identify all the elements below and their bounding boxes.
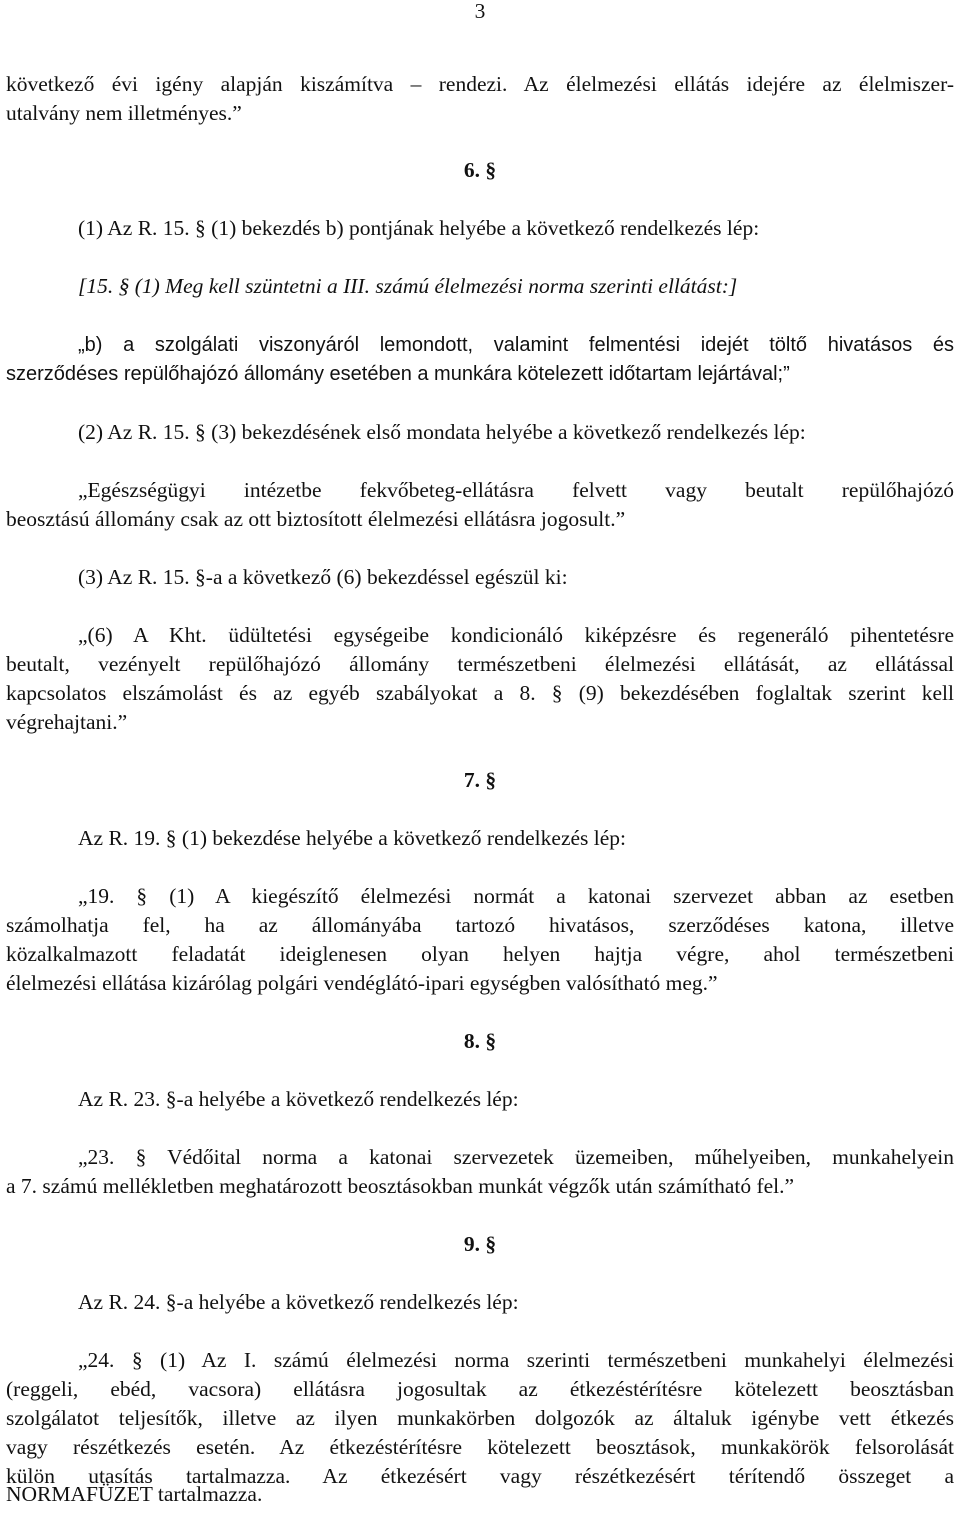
- paragraph-intro: (2) Az R. 15. § (3) bekezdésének első mondata helyébe a következő rendelkezés lép:: [78, 420, 806, 444]
- paragraph-intro: (3) Az R. 15. §-a a következő (6) bekezdéssel egészül ki:: [78, 565, 568, 589]
- quoted-line: beosztású állomány csak az ott biztosított élelmezési ellátásra jogosult.”: [6, 507, 626, 531]
- quoted-line: „19. § (1) A kiegészítő élelmezési normát a katonai szervezet abban az esetben: [78, 884, 954, 908]
- quoted-line: számolhatja fel, ha az állományába tartozó hivatásos, szerződéses katona, illetve: [6, 913, 954, 937]
- context-line: [15. § (1) Meg kell szüntetni a III. számú élelmezési norma szerinti ellátást:]: [78, 274, 738, 298]
- section-heading-6: 6. §: [463, 158, 497, 182]
- quoted-line: szerződéses repülőhajózó állomány esetében a munkára kötelezett időtartam lejártával;”: [6, 363, 790, 385]
- quoted-line: külön utasítás tartalmazza. Az étkezésért vagy részétkezésért térítendő összeget a: [6, 1464, 954, 1488]
- quoted-line: élelmezési ellátása kizárólag polgári vendéglátó-ipari egységben valósítható meg.”: [6, 971, 718, 995]
- quoted-line: közalkalmazott feladatát ideiglenesen olyan helyen hajtja végre, ahol természetbeni: [6, 942, 954, 966]
- quoted-line: szolgálatot teljesítők, illetve az ilyen munkakörben dolgozók az általuk igénybe vett étkezés: [6, 1406, 954, 1430]
- body-line: utalvány nem illetményes.”: [6, 101, 242, 125]
- quoted-line: beutalt, vezényelt repülőhajózó állomány természetbeni élelmezési ellátását, az ellátással: [6, 652, 954, 676]
- section-heading-8: 8. §: [463, 1029, 497, 1053]
- quoted-line: a 7. számú mellékletben meghatározott beosztásokban munkát végzők után számítható fel.”: [6, 1174, 795, 1198]
- paragraph-intro: (1) Az R. 15. § (1) bekezdés b) pontjának helyébe a következő rendelkezés lép:: [78, 216, 760, 240]
- quoted-line: kapcsolatos elszámolást és az egyéb szabályokat a 8. § (9) bekezdésében foglaltak szerint kell: [6, 681, 954, 705]
- section-heading-9: 9. §: [463, 1232, 497, 1256]
- quoted-line: (reggeli, ebéd, vacsora) ellátásra jogosultak az étkezéstérítésre kötelezett beosztásban: [6, 1377, 954, 1401]
- section-heading-7: 7. §: [463, 768, 497, 792]
- quoted-line: NORMAFÜZET tartalmazza.: [6, 1482, 263, 1506]
- quoted-line: „b) a szolgálati viszonyáról lemondott, valamint felmentési idejét töltő hivatásos és: [78, 334, 954, 356]
- body-line: következő évi igény alapján kiszámítva – rendezi. Az élelmezési ellátás idejére az élelmiszer-: [6, 72, 954, 96]
- quoted-line: végrehajtani.”: [6, 710, 128, 734]
- quoted-line: vagy részétkezés esetén. Az étkezéstérítésre kötelezett beosztások, munkakörök felsorolását: [6, 1435, 954, 1459]
- quoted-line: „(6) A Kht. üdültetési egységeibe kondicionáló kiképzésre és regeneráló pihentetésre: [78, 623, 954, 647]
- quoted-line: „24. § (1) Az I. számú élelmezési norma szerinti természetbeni munkahelyi élelmezési: [78, 1348, 954, 1372]
- paragraph-intro: Az R. 23. §-a helyébe a következő rendelkezés lép:: [78, 1087, 519, 1111]
- page-number: 3: [474, 0, 486, 23]
- quoted-line: „23. § Védőital norma a katonai szervezetek üzemeiben, műhelyeiben, munkahelyein: [78, 1145, 954, 1169]
- quoted-line: „Egészségügyi intézetbe fekvőbeteg-ellátásra felvett vagy beutalt repülőhajózó: [78, 478, 954, 502]
- paragraph-intro: Az R. 19. § (1) bekezdése helyébe a következő rendelkezés lép:: [78, 826, 627, 850]
- paragraph-intro: Az R. 24. §-a helyébe a következő rendelkezés lép:: [78, 1290, 519, 1314]
